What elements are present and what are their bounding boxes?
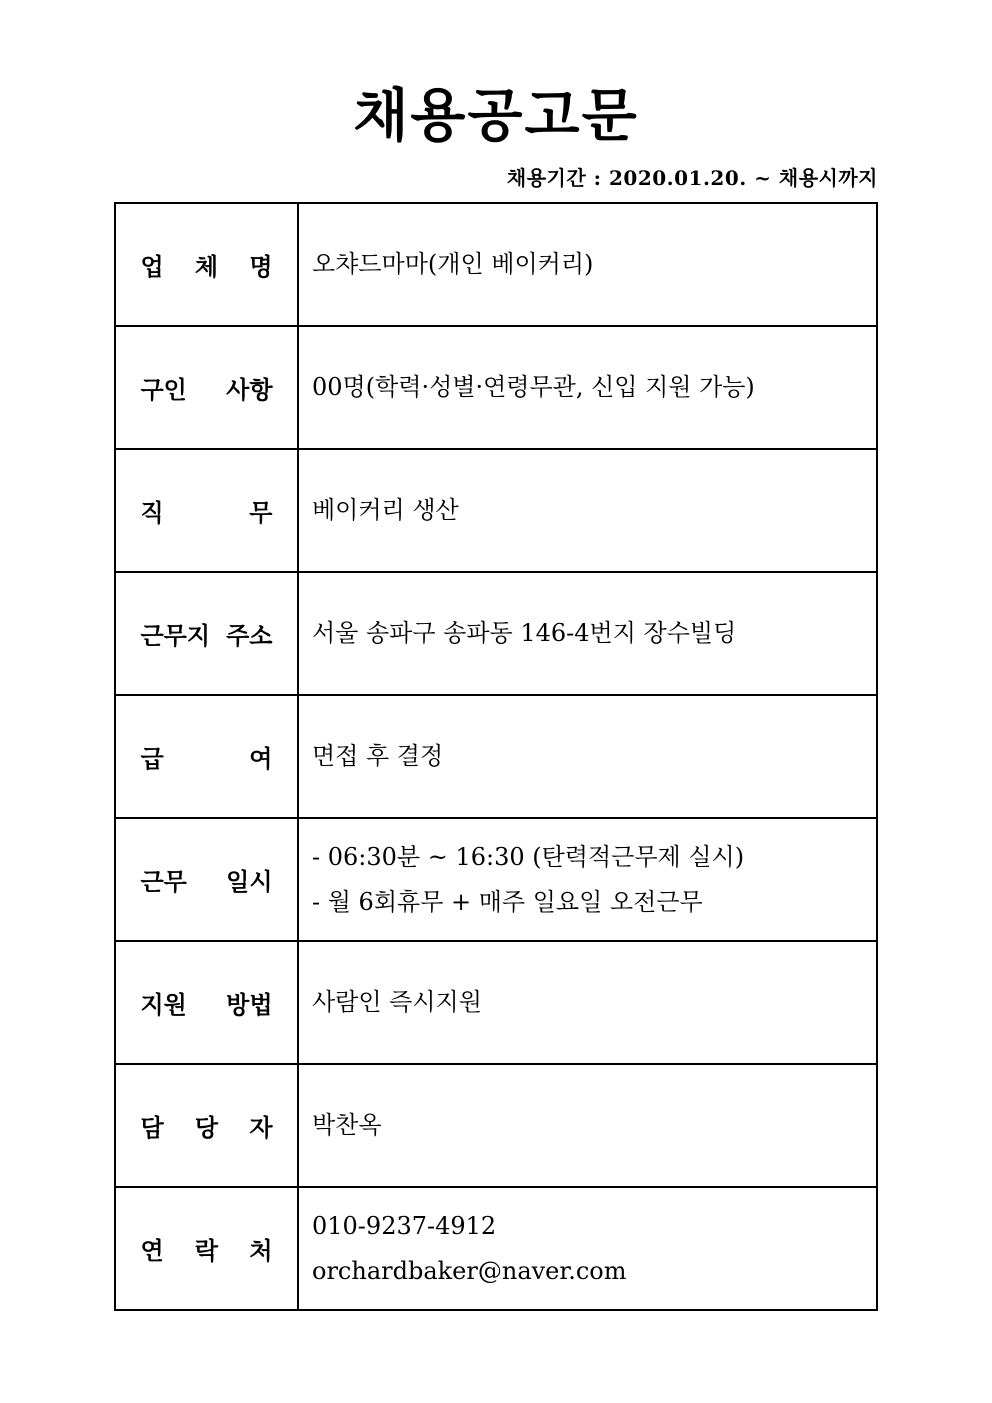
table-row-how-to-apply: [115, 941, 877, 1064]
table-row-contact-person: [115, 1064, 877, 1187]
row-label-work-hours: 근무 일시: [115, 818, 298, 941]
row-label-contact-person: 담 당 자: [115, 1064, 298, 1187]
table-row-contact-info: [115, 1187, 877, 1310]
row-value-contact-info: 010-9237-4912 orchardbaker@naver.com: [298, 1187, 877, 1310]
row-value-how-to-apply: 사람인 즉시지원: [298, 941, 877, 1064]
table-row-company: [115, 203, 877, 326]
row-label-contact-info: 연 락 처: [115, 1187, 298, 1310]
job-info-table: [114, 202, 878, 1311]
row-value-work-hours: - 06:30분 ~ 16:30 (탄력적근무제 실시) - 월 6회휴무 + 매주 일요일 오전근무: [298, 818, 877, 941]
row-value-company: 오챠드마마(개인 베이커리): [298, 203, 877, 326]
row-label-workplace-address: 근무지 주소: [115, 572, 298, 695]
table-row-salary: [115, 695, 877, 818]
job-posting-document: [114, 0, 878, 1311]
table-row-openings: [115, 326, 877, 449]
recruit-period-text: 채용기간 : 2020.01.20. ~ 채용시까지: [506, 166, 878, 190]
row-value-workplace-address: 서울 송파구 송파동 146-4번지 장수빌딩: [298, 572, 877, 695]
row-label-job-duty: 직 무: [115, 449, 298, 572]
row-label-salary: 급 여: [115, 695, 298, 818]
row-label-how-to-apply: 지원 방법: [115, 941, 298, 1064]
row-value-job-duty: 베이커리 생산: [298, 449, 877, 572]
row-value-contact-person: 박찬옥: [298, 1064, 877, 1187]
table-row-work-hours: [115, 818, 877, 941]
row-label-openings: 구인 사항: [115, 326, 298, 449]
table-row-workplace-address: [115, 572, 877, 695]
row-label-company: 업 체 명: [115, 203, 298, 326]
row-value-salary: 면접 후 결정: [298, 695, 877, 818]
row-value-openings: 00명(학력·성별·연령무관, 신입 지원 가능): [298, 326, 877, 449]
table-row-job-duty: [115, 449, 877, 572]
page-title: 채용공고문: [353, 82, 639, 149]
